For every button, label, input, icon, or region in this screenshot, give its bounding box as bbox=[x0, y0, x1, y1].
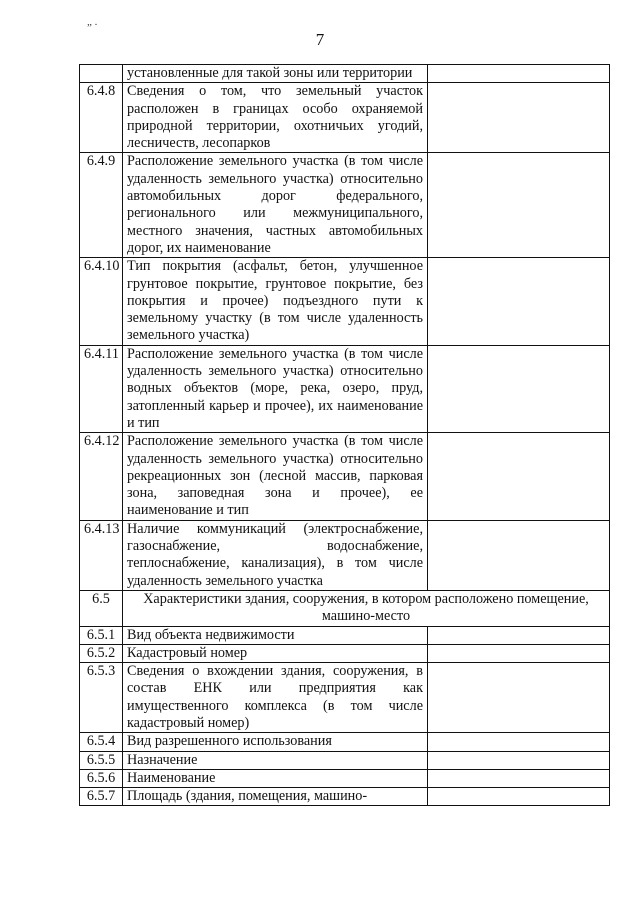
row-description: установленные для такой зоны или территории bbox=[123, 65, 428, 83]
table-row bbox=[80, 644, 610, 662]
section-heading: Характеристики здания, сооружения, в котором расположено помещение, машино-место bbox=[123, 590, 610, 626]
table-row bbox=[80, 83, 610, 153]
row-value-cell bbox=[428, 153, 610, 258]
row-value-cell bbox=[428, 258, 610, 345]
row-description: Наименование bbox=[123, 769, 428, 787]
table-row bbox=[80, 520, 610, 590]
row-number: 6.5.1 bbox=[80, 626, 123, 644]
row-description: Назначение bbox=[123, 751, 428, 769]
row-number: 6.5.4 bbox=[80, 733, 123, 751]
row-value-cell bbox=[428, 65, 610, 83]
table-row bbox=[80, 663, 610, 733]
table-row bbox=[80, 345, 610, 432]
row-value-cell bbox=[428, 345, 610, 432]
row-description: Наличие коммуникаций (электроснабжение, газоснабжение, водоснабжение, теплоснабжение, канализация), в том числе удаленность земельного участка bbox=[123, 520, 428, 590]
row-description: Расположение земельного участка (в том числе удаленность земельного участка) относительно водных объектов (море, река, озеро, пруд, затопленный карьер и прочее), их наименование и тип bbox=[123, 345, 428, 432]
table-row bbox=[80, 258, 610, 345]
table-row bbox=[80, 590, 610, 626]
characteristics-table bbox=[79, 64, 610, 806]
row-value-cell bbox=[428, 433, 610, 520]
row-description: Вид разрешенного использования bbox=[123, 733, 428, 751]
table-row bbox=[80, 433, 610, 520]
table-row bbox=[80, 733, 610, 751]
row-number: 6.4.12 bbox=[80, 433, 123, 520]
row-value-cell bbox=[428, 663, 610, 733]
row-number: 6.5.3 bbox=[80, 663, 123, 733]
table-row bbox=[80, 65, 610, 83]
row-number: 6.4.11 bbox=[80, 345, 123, 432]
row-description: Расположение земельного участка (в том числе удаленность земельного участка) относительно рекреационных зон (лесной массив, парковая зона, заповедная зона и прочее), ее наименование и тип bbox=[123, 433, 428, 520]
table-row bbox=[80, 751, 610, 769]
row-number: 6.4.9 bbox=[80, 153, 123, 258]
row-number: 6.4.13 bbox=[80, 520, 123, 590]
scan-mark: „ . bbox=[87, 16, 98, 28]
row-value-cell bbox=[428, 83, 610, 153]
row-value-cell bbox=[428, 733, 610, 751]
row-number: 6.5.7 bbox=[80, 788, 123, 806]
row-value-cell bbox=[428, 626, 610, 644]
row-number: 6.5.2 bbox=[80, 644, 123, 662]
table-row bbox=[80, 153, 610, 258]
row-description: Вид объекта недвижимости bbox=[123, 626, 428, 644]
row-value-cell bbox=[428, 644, 610, 662]
row-number: 6.5.6 bbox=[80, 769, 123, 787]
table-row bbox=[80, 769, 610, 787]
row-value-cell bbox=[428, 769, 610, 787]
row-number: 6.5 bbox=[80, 590, 123, 626]
row-value-cell bbox=[428, 788, 610, 806]
row-description: Площадь (здания, помещения, машино- bbox=[123, 788, 428, 806]
row-description: Сведения о вхождении здания, сооружения, в состав ЕНК или предприятия как имущественного комплекса (в том числе кадастровый номер) bbox=[123, 663, 428, 733]
row-number bbox=[80, 65, 123, 83]
row-description: Тип покрытия (асфальт, бетон, улучшенное грунтовое покрытие, грунтовое покрытие, без покрытия и прочее) подъездного пути к земельному участку (в том числе удаленность земельного участка) bbox=[123, 258, 428, 345]
page-number: 7 bbox=[315, 30, 325, 49]
row-number: 6.5.5 bbox=[80, 751, 123, 769]
row-value-cell bbox=[428, 751, 610, 769]
row-number: 6.4.10 bbox=[80, 258, 123, 345]
table-row bbox=[80, 626, 610, 644]
row-number: 6.4.8 bbox=[80, 83, 123, 153]
row-description: Сведения о том, что земельный участок расположен в границах особо охраняемой природной территории, охотничьих угодий, лесничеств, лесопарков bbox=[123, 83, 428, 153]
row-description: Расположение земельного участка (в том числе удаленность земельного участка) относительно автомобильных дорог федерального, регионального или межмуниципального, местного значения, частных автомобильных дорог, их наименование bbox=[123, 153, 428, 258]
row-value-cell bbox=[428, 520, 610, 590]
table-row bbox=[80, 788, 610, 806]
row-description: Кадастровый номер bbox=[123, 644, 428, 662]
